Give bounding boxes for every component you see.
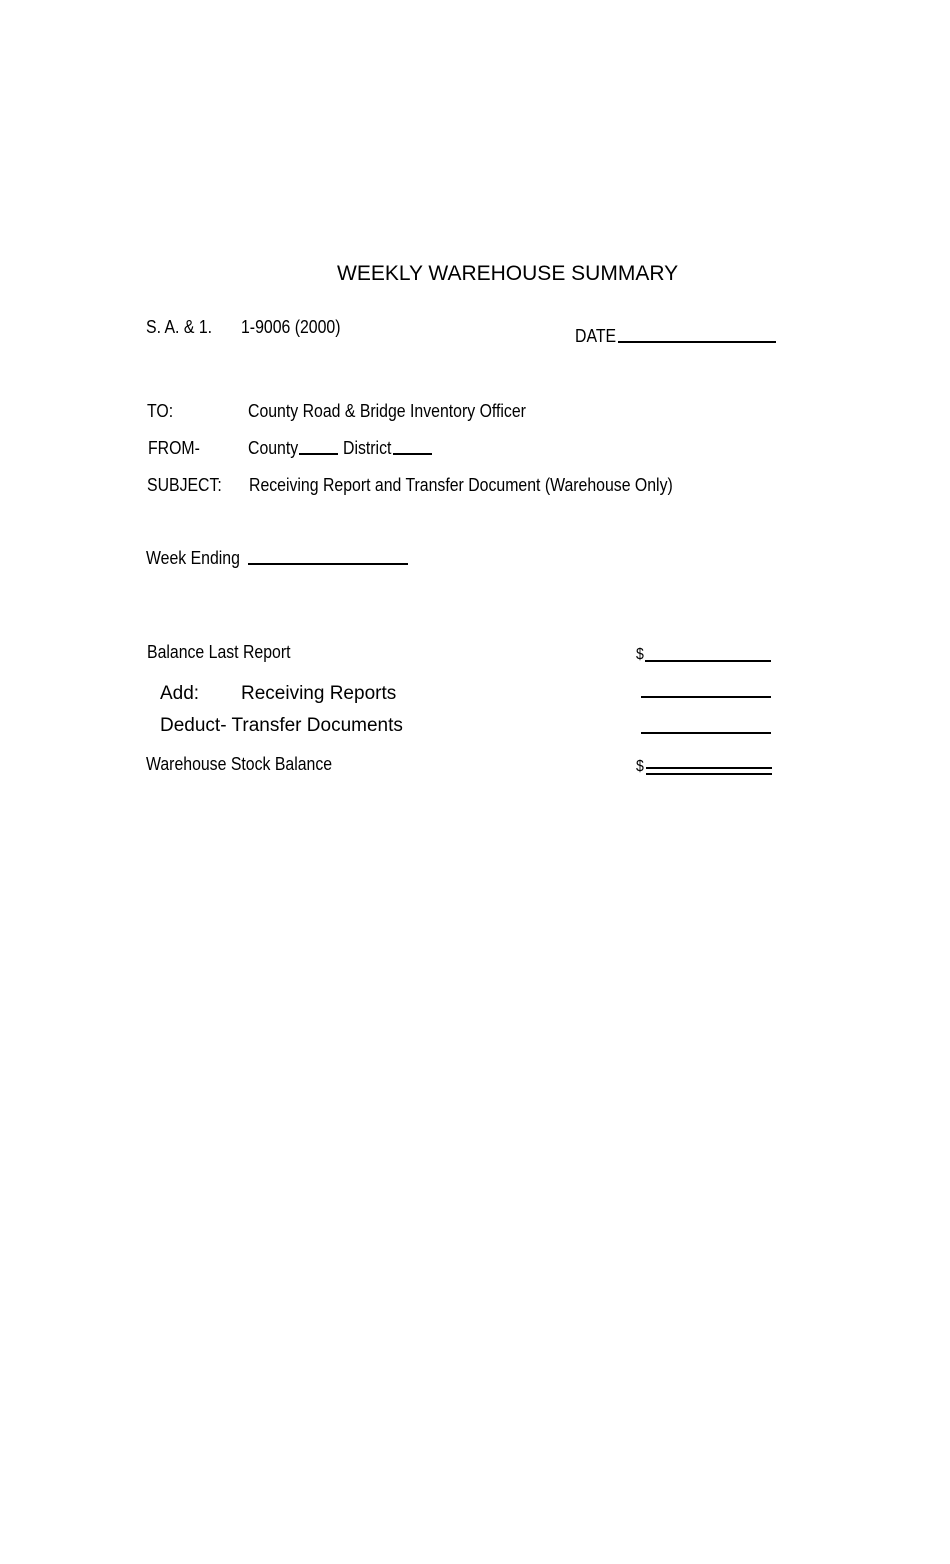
receiving-reports-field[interactable] <box>641 696 771 698</box>
form-number: 1-9006 (2000) <box>241 317 341 337</box>
subject-label: SUBJECT: <box>147 475 222 495</box>
transfer-documents-field[interactable] <box>641 732 771 734</box>
county-field[interactable] <box>299 453 338 455</box>
to-value: County Road & Bridge Inventory Officer <box>248 401 526 421</box>
page-title: WEEKLY WAREHOUSE SUMMARY <box>337 262 679 285</box>
week-ending-label: Week Ending <box>146 548 240 568</box>
receiving-reports-label: Receiving Reports <box>241 683 397 704</box>
subject-value: Receiving Report and Transfer Document (Warehouse Only) <box>249 475 673 495</box>
stock-balance-dollar-sign: $ <box>636 758 644 775</box>
balance-last-report-field[interactable] <box>645 660 771 662</box>
to-label: TO: <box>147 401 174 421</box>
balance-dollar-sign: $ <box>636 646 644 663</box>
district-field[interactable] <box>393 453 432 455</box>
district-label: District <box>343 438 392 458</box>
warehouse-stock-balance-field[interactable] <box>646 767 772 775</box>
balance-last-report-label: Balance Last Report <box>147 642 291 662</box>
warehouse-stock-balance-label: Warehouse Stock Balance <box>146 754 333 774</box>
date-field[interactable] <box>618 341 776 343</box>
deduct-transfer-label: Deduct- Transfer Documents <box>160 715 403 736</box>
form-code: S. A. & 1. <box>146 317 213 337</box>
date-label: DATE <box>575 326 617 346</box>
from-label: FROM- <box>148 438 200 458</box>
week-ending-field[interactable] <box>248 563 408 565</box>
add-label: Add: <box>160 683 200 704</box>
county-label: County <box>248 438 299 458</box>
